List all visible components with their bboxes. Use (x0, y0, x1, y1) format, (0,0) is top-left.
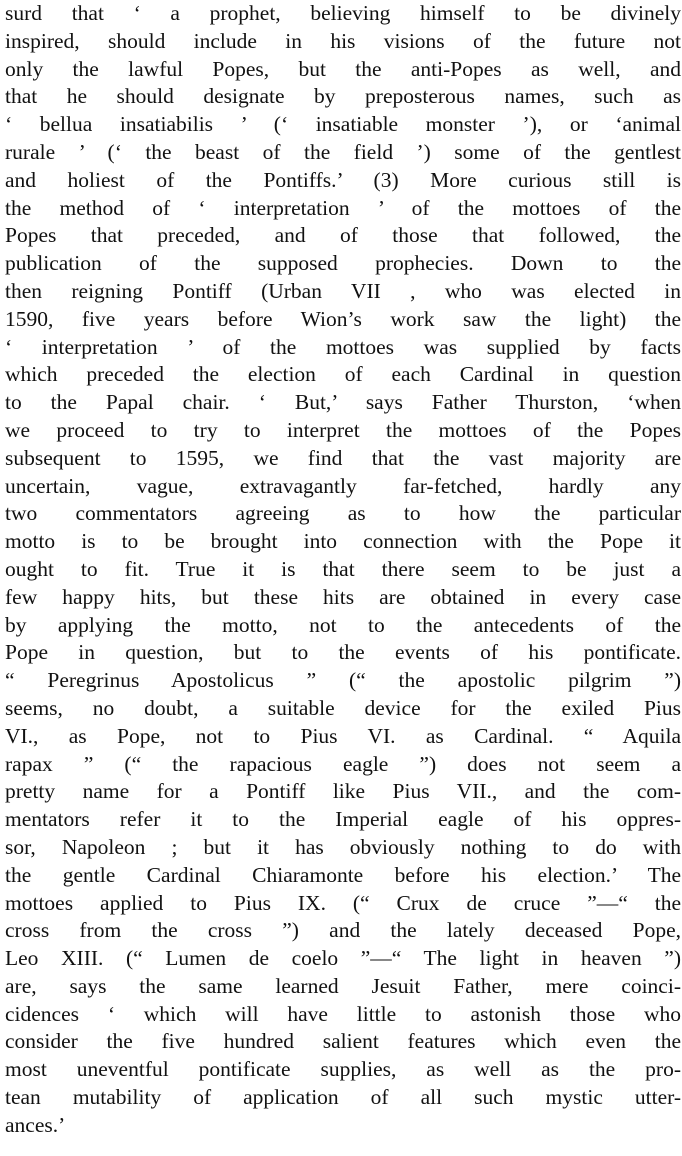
text-line: ought to fit. True it is that there seem to be just a (5, 556, 681, 581)
text-line: ‘ interpretation ’ of the mottoes was supplied by facts (5, 334, 681, 359)
text-line: the method of ‘ interpretation ’ of the mottoes of the (5, 195, 681, 220)
text-line: by applying the motto, not to the antecedents of the (5, 612, 681, 637)
text-line: rapax ” (“ the rapacious eagle ”) does not seem a (5, 751, 681, 776)
text-line: Popes that preceded, and of those that followed, the (5, 223, 681, 248)
text-line: and holiest of the Pontiffs.’ (3) More curious still is (5, 167, 681, 192)
text-line: seems, no doubt, a suitable device for the exiled Pius (5, 695, 681, 720)
text-line: we proceed to try to interpret the mottoes of the Popes (5, 417, 681, 442)
text-line: motto is to be brought into connection with the Pope it (5, 529, 681, 554)
text-line: surd that ‘ a prophet, believing himself to be divinely (5, 1, 681, 25)
text-line: tean mutability of application of all such mystic utter- (5, 1085, 681, 1110)
text-line: are, says the same learned Jesuit Father, mere coinci- (5, 973, 681, 998)
text-line: rurale ’ (‘ the beast of the field ’) some of the gentlest (5, 139, 681, 164)
text-line: cidences ‘ which will have little to astonish those who (5, 1001, 681, 1026)
text-line: uncertain, vague, extravagantly far-fetched, hardly any (5, 473, 681, 498)
text-line: mottoes applied to Pius IX. (“ Crux de cruce ”—“ the (5, 890, 681, 915)
text-line: sor, Napoleon ; but it has obviously nothing to do with (5, 834, 681, 859)
text-line: cross from the cross ”) and the lately deceased Pope, (5, 918, 681, 943)
text-line: 1590, five years before Wion’s work saw the light) the (5, 306, 681, 331)
text-line: “ Peregrinus Apostolicus ” (“ the apostolic pilgrim ”) (5, 668, 681, 693)
text-line: ances.’ (5, 1112, 66, 1137)
text-line: Pope in question, but to the events of his pontificate. (5, 640, 681, 665)
text-line: inspired, should include in his visions of the future not (5, 28, 681, 53)
text-line: mentators refer it to the Imperial eagle of his oppres- (5, 807, 681, 832)
text-line: subsequent to 1595, we find that the vast majority are (5, 445, 681, 470)
text-line: most uneventful pontificate supplies, as well as the pro- (5, 1057, 681, 1082)
text-line: that he should designate by preposterous names, such as (5, 84, 681, 109)
text-line: VI., as Pope, not to Pius VI. as Cardinal. “ Aquila (5, 723, 681, 748)
text-line: pretty name for a Pontiff like Pius VII., and the com- (5, 779, 681, 804)
text-line: few happy hits, but these hits are obtained in every case (5, 584, 681, 609)
text-line: to the Papal chair. ‘ But,’ says Father Thurston, ‘when (5, 390, 681, 415)
text-line: the gentle Cardinal Chiaramonte before his election.’ The (5, 862, 681, 887)
text-line: publication of the supposed prophecies. Down to the (5, 251, 681, 276)
text-line: which preceded the election of each Cardinal in question (5, 362, 681, 387)
text-line: Leo XIII. (“ Lumen de coelo ”—“ The light in heaven ”) (5, 946, 681, 971)
text-line: only the lawful Popes, but the anti-Popes as well, and (5, 56, 681, 81)
text-line: then reigning Pontiff (Urban VII , who was elected in (5, 278, 681, 303)
text-line: consider the five hundred salient features which even the (5, 1029, 681, 1054)
document-page (5, 0, 681, 1156)
text-line: ‘ bellua insatiabilis ’ (‘ insatiable monster ’), or ‘animal (5, 112, 681, 137)
text-line: two commentators agreeing as to how the particular (5, 501, 681, 526)
